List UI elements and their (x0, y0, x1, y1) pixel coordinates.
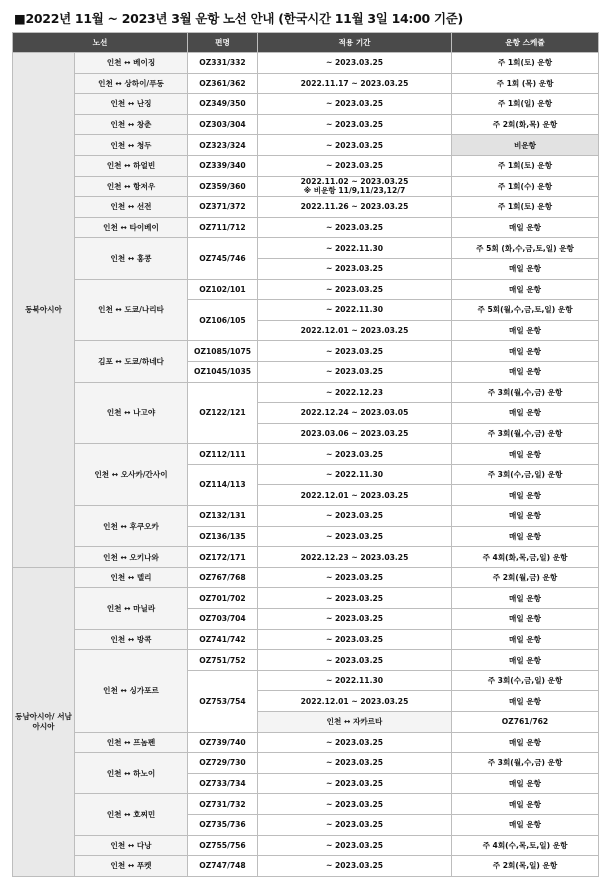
route-name: 인천 ↔ 마닐라 (75, 588, 188, 629)
schedule: 주 1회(토) 운항 (452, 155, 599, 176)
flight-number: OZ349/350 (188, 94, 258, 115)
schedule: 매일 운항 (452, 361, 599, 382)
table-row (13, 197, 599, 218)
period: 2022.12.24 ~ 2023.03.05 (258, 403, 452, 424)
schedule: 주 3회(수,금,일) 운항 (452, 464, 599, 485)
table-row (13, 53, 599, 74)
table-row (13, 238, 599, 259)
table-row (13, 341, 599, 362)
period: ~ 2022.11.30 (258, 300, 452, 321)
route-schedule-table (12, 32, 599, 877)
page-title: ■2022년 11월 ~ 2023년 3월 운항 노선 안내 (한국시간 11월 3일 14:00 기준) (14, 11, 463, 26)
flight-number: OZ733/734 (188, 773, 258, 794)
table-row (13, 567, 599, 588)
flight-number: OZ323/324 (188, 135, 258, 156)
route-name: 인천 ↔ 자카르타 (258, 712, 452, 733)
flight-number: OZ745/746 (188, 238, 258, 279)
flight-number: OZ751/752 (188, 650, 258, 671)
schedule-suspended: 비운항 (452, 135, 599, 156)
period: ~ 2023.03.25 (258, 341, 452, 362)
flight-number: OZ701/702 (188, 588, 258, 609)
period: 2022.12.23 ~ 2023.03.25 (258, 547, 452, 568)
schedule: 매일 운항 (452, 650, 599, 671)
period: ~ 2023.03.25 (258, 588, 452, 609)
table-row (13, 588, 599, 609)
route-name: 인천 ↔ 베이징 (75, 53, 188, 74)
region-northeast-asia: 동북아시아 (13, 53, 75, 568)
period: ~ 2022.11.30 (258, 238, 452, 259)
period: ~ 2023.03.25 (258, 361, 452, 382)
schedule: 매일 운항 (452, 526, 599, 547)
route-name: 인천 ↔ 창춘 (75, 114, 188, 135)
schedule: 매일 운항 (452, 279, 599, 300)
table-row (13, 73, 599, 94)
route-name: 인천 ↔ 싱가포르 (75, 650, 188, 732)
table-row (13, 856, 599, 877)
schedule: 주 5회(월,수,금,토,일) 운항 (452, 300, 599, 321)
period: 2022.11.26 ~ 2023.03.25 (258, 197, 452, 218)
period: ~ 2023.03.25 (258, 753, 452, 774)
flight-number: OZ767/768 (188, 567, 258, 588)
period-note: ※ 비운항 11/9,11/23,12/7 (303, 186, 406, 196)
table-row (13, 629, 599, 650)
flight-number: OZ331/332 (188, 53, 258, 74)
period: ~ 2023.03.25 (258, 814, 452, 835)
table-row (13, 753, 599, 774)
header-period: 적용 기간 (258, 33, 452, 53)
period: 2022.12.01 ~ 2023.03.25 (258, 485, 452, 506)
route-name: 인천 ↔ 상하이/푸동 (75, 73, 188, 94)
period: ~ 2023.03.25 (258, 94, 452, 115)
table-row (13, 176, 599, 197)
schedule: 주 1회(수) 운항 (452, 176, 599, 197)
period: ~ 2023.03.25 (258, 506, 452, 527)
route-name: 인천 ↔ 오사카/간사이 (75, 444, 188, 506)
period-range: 2022.11.02 ~ 2023.03.25 (300, 177, 409, 187)
route-name: 인천 ↔ 하노이 (75, 753, 188, 794)
header-flight: 편명 (188, 33, 258, 53)
flight-number: OZ1045/1035 (188, 361, 258, 382)
schedule: 주 3회(월,수,금) 운항 (452, 382, 599, 403)
route-name: 인천 ↔ 청두 (75, 135, 188, 156)
table-row (13, 835, 599, 856)
flight-number: OZ735/736 (188, 814, 258, 835)
header-schedule: 운항 스케쥴 (452, 33, 599, 53)
schedule: 주 1회(일) 운항 (452, 94, 599, 115)
period: ~ 2023.03.25 (258, 773, 452, 794)
flight-number: OZ729/730 (188, 753, 258, 774)
period: ~ 2023.03.25 (258, 444, 452, 465)
flight-number: OZ761/762 (452, 712, 599, 733)
schedule: 매일 운항 (452, 320, 599, 341)
route-name: 인천 ↔ 항저우 (75, 176, 188, 197)
flight-number: OZ755/756 (188, 835, 258, 856)
schedule: 주 3회(수,금,일) 운항 (452, 670, 599, 691)
flight-number: OZ731/732 (188, 794, 258, 815)
period: ~ 2023.03.25 (258, 650, 452, 671)
route-name: 인천 ↔ 난징 (75, 94, 188, 115)
period: 2022.12.01 ~ 2023.03.25 (258, 691, 452, 712)
table-header-row (13, 33, 599, 53)
period: 2022.11.17 ~ 2023.03.25 (258, 73, 452, 94)
schedule: 매일 운항 (452, 217, 599, 238)
schedule: 주 4회(화,목,금,일) 운항 (452, 547, 599, 568)
route-name: 인천 ↔ 호찌민 (75, 794, 188, 835)
period: ~ 2023.03.25 (258, 629, 452, 650)
period: ~ 2022.11.30 (258, 464, 452, 485)
table-row (13, 135, 599, 156)
period: ~ 2023.03.25 (258, 217, 452, 238)
period: ~ 2023.03.25 (258, 279, 452, 300)
schedule: 매일 운항 (452, 588, 599, 609)
schedule: 매일 운항 (452, 506, 599, 527)
schedule: 주 1회(토) 운항 (452, 197, 599, 218)
route-name: 인천 ↔ 델리 (75, 567, 188, 588)
period: ~ 2023.03.25 (258, 567, 452, 588)
period: ~ 2023.03.25 (258, 526, 452, 547)
flight-number: OZ711/712 (188, 217, 258, 238)
flight-number: OZ703/704 (188, 609, 258, 630)
schedule: 매일 운항 (452, 773, 599, 794)
route-name: 인천 ↔ 오키나와 (75, 547, 188, 568)
flight-number: OZ132/131 (188, 506, 258, 527)
flight-number: OZ303/304 (188, 114, 258, 135)
period: ~ 2023.03.25 (258, 732, 452, 753)
schedule: 매일 운항 (452, 444, 599, 465)
header-route: 노선 (13, 33, 188, 53)
flight-number: OZ739/740 (188, 732, 258, 753)
schedule: 매일 운항 (452, 814, 599, 835)
schedule: 매일 운항 (452, 691, 599, 712)
table-row (13, 279, 599, 300)
period: ~ 2023.03.25 (258, 794, 452, 815)
period (258, 176, 452, 197)
flight-number: OZ359/360 (188, 176, 258, 197)
schedule: 주 2회(월,금) 운항 (452, 567, 599, 588)
route-name: 인천 ↔ 홍콩 (75, 238, 188, 279)
schedule: 주 4회(수,목,토,일) 운항 (452, 835, 599, 856)
schedule: 매일 운항 (452, 732, 599, 753)
table-row (13, 114, 599, 135)
flight-number: OZ112/111 (188, 444, 258, 465)
schedule: 주 2회(목,일) 운항 (452, 856, 599, 877)
route-name: 인천 ↔ 선전 (75, 197, 188, 218)
route-name: 인천 ↔ 후쿠오카 (75, 506, 188, 547)
table-row (13, 155, 599, 176)
route-name: 인천 ↔ 타이베이 (75, 217, 188, 238)
schedule: 주 3회(월,수,금) 운항 (452, 423, 599, 444)
region-southeast-south-asia: 동남아시아/ 서남아시아 (13, 567, 75, 876)
flight-number: OZ172/171 (188, 547, 258, 568)
period: ~ 2023.03.25 (258, 258, 452, 279)
flight-number: OZ102/101 (188, 279, 258, 300)
schedule: 주 1회(토) 운항 (452, 53, 599, 74)
table-row (13, 732, 599, 753)
schedule: 주 5회 (화,수,금,토,일) 운항 (452, 238, 599, 259)
flight-number: OZ371/372 (188, 197, 258, 218)
period: ~ 2023.03.25 (258, 155, 452, 176)
period: ~ 2023.03.25 (258, 135, 452, 156)
flight-number: OZ136/135 (188, 526, 258, 547)
flight-number: OZ106/105 (188, 300, 258, 341)
schedule: 주 1회 (목) 운항 (452, 73, 599, 94)
table-row (13, 444, 599, 465)
period: 2023.03.06 ~ 2023.03.25 (258, 423, 452, 444)
flight-number: OZ1085/1075 (188, 341, 258, 362)
table-row (13, 382, 599, 403)
route-name: 인천 ↔ 프놈펜 (75, 732, 188, 753)
flight-number: OZ122/121 (188, 382, 258, 444)
schedule: 주 3회(월,수,금) 운항 (452, 753, 599, 774)
period: ~ 2022.11.30 (258, 670, 452, 691)
period: ~ 2022.12.23 (258, 382, 452, 403)
flight-number: OZ747/748 (188, 856, 258, 877)
schedule: 매일 운항 (452, 629, 599, 650)
table-row (13, 94, 599, 115)
period: ~ 2023.03.25 (258, 609, 452, 630)
route-name: 인천 ↔ 하얼빈 (75, 155, 188, 176)
flight-number: OZ339/340 (188, 155, 258, 176)
flight-number: OZ114/113 (188, 464, 258, 505)
route-name: 인천 ↔ 다낭 (75, 835, 188, 856)
route-name: 김포 ↔ 도쿄/하네다 (75, 341, 188, 382)
schedule: 매일 운항 (452, 403, 599, 424)
table-row (13, 217, 599, 238)
table-row (13, 506, 599, 527)
flight-number: OZ361/362 (188, 73, 258, 94)
route-name: 인천 ↔ 방콕 (75, 629, 188, 650)
schedule: 매일 운항 (452, 485, 599, 506)
table-row (13, 650, 599, 671)
route-name: 인천 ↔ 나고야 (75, 382, 188, 444)
schedule: 매일 운항 (452, 258, 599, 279)
table-row (13, 547, 599, 568)
schedule: 매일 운항 (452, 609, 599, 630)
schedule: 매일 운항 (452, 341, 599, 362)
schedule: 매일 운항 (452, 794, 599, 815)
period: 2022.12.01 ~ 2023.03.25 (258, 320, 452, 341)
period: ~ 2023.03.25 (258, 114, 452, 135)
route-name: 인천 ↔ 도쿄/나리타 (75, 279, 188, 341)
schedule: 주 2회(화,목) 운항 (452, 114, 599, 135)
route-name: 인천 ↔ 푸켓 (75, 856, 188, 877)
period: ~ 2023.03.25 (258, 856, 452, 877)
flight-number: OZ741/742 (188, 629, 258, 650)
period: ~ 2023.03.25 (258, 53, 452, 74)
period: ~ 2023.03.25 (258, 835, 452, 856)
table-row (13, 794, 599, 815)
flight-number: OZ753/754 (188, 670, 258, 732)
